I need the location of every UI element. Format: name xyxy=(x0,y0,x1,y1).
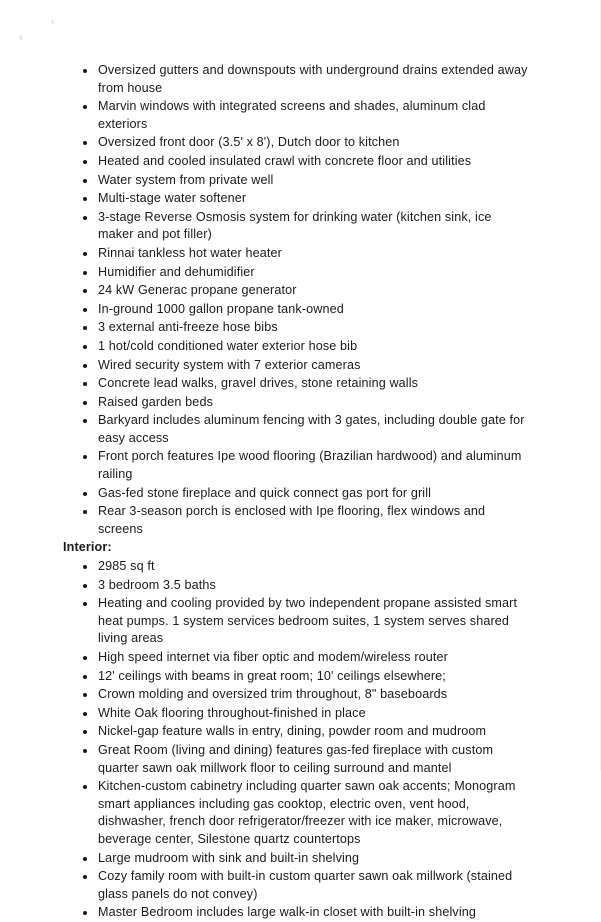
exterior-feature-item: Multi-stage water softener xyxy=(62,190,528,208)
exterior-feature-item: Concrete lead walks, gravel drives, stone retaining walls xyxy=(62,375,528,393)
interior-feature-item: 12' ceilings with beams in great room; 10' ceilings elsewhere; xyxy=(62,668,528,686)
exterior-feature-item: In-ground 1000 gallon propane tank-owned xyxy=(62,301,528,319)
interior-section-heading: Interior: xyxy=(63,540,112,555)
exterior-feature-item: Water system from private well xyxy=(62,172,528,190)
exterior-feature-item: Barkyard includes aluminum fencing with 3 gates, including double gate for easy access xyxy=(62,412,528,447)
interior-features-list xyxy=(62,558,539,922)
exterior-feature-item: Oversized gutters and downspouts with underground drains extended away from house xyxy=(62,62,528,97)
interior-feature-item: Cozy family room with built-in custom quarter sawn oak millwork (stained glass panels do not convey) xyxy=(62,868,528,903)
exterior-feature-item: Front porch features Ipe wood flooring (Brazilian hardwood) and aluminum railing xyxy=(62,448,528,483)
interior-feature-item: Large mudroom with sink and built-in shelving xyxy=(62,850,528,868)
exterior-feature-item: 24 kW Generac propane generator xyxy=(62,282,528,300)
interior-feature-item: White Oak flooring throughout-finished in place xyxy=(62,705,528,723)
exterior-feature-item: Rinnai tankless hot water heater xyxy=(62,245,528,263)
exterior-feature-item: Raised garden beds xyxy=(62,394,528,412)
exterior-feature-item: 3-stage Reverse Osmosis system for drinking water (kitchen sink, ice maker and pot filler) xyxy=(62,209,528,244)
exterior-feature-item: 1 hot/cold conditioned water exterior hose bib xyxy=(62,338,528,356)
exterior-feature-item: 3 external anti-freeze hose bibs xyxy=(62,319,528,337)
exterior-feature-item: Oversized front door (3.5' x 8'), Dutch door to kitchen xyxy=(62,134,528,152)
interior-feature-item: Kitchen-custom cabinetry including quarter sawn oak accents; Monogram smart appliances including gas cooktop, electric oven, vent hood, dishwasher, french door refrigerator/freezer with ice maker, microwave, beverage center, Silestone quartz countertops xyxy=(62,778,528,848)
interior-feature-item: 2985 sq ft xyxy=(62,558,528,576)
exterior-feature-item: Humidifier and dehumidifier xyxy=(62,264,528,282)
exterior-feature-item: Marvin windows with integrated screens and shades, aluminum clad exteriors xyxy=(62,98,528,133)
interior-feature-item: Master Bedroom includes large walk-in closet with built-in shelving xyxy=(62,904,528,922)
interior-feature-item: High speed internet via fiber optic and modem/wireless router xyxy=(62,649,528,667)
exterior-feature-item: Rear 3-season porch is enclosed with Ipe flooring, flex windows and screens xyxy=(62,503,528,538)
interior-feature-item: Crown molding and oversized trim throughout, 8" baseboards xyxy=(62,686,528,704)
exterior-feature-item: Heated and cooled insulated crawl with concrete floor and utilities xyxy=(62,153,528,171)
exterior-feature-item: Wired security system with 7 exterior cameras xyxy=(62,357,528,375)
interior-feature-item: Great Room (living and dining) features gas-fed fireplace with custom quarter sawn oak millwork floor to ceiling surround and mantel xyxy=(62,742,528,777)
interior-feature-item: Heating and cooling provided by two independent propane assisted smart heat pumps. 1 system services bedroom suites, 1 system serves shared living areas xyxy=(62,595,528,648)
exterior-features-list xyxy=(62,62,539,538)
interior-feature-item: Nickel-gap feature walls in entry, dining, powder room and mudroom xyxy=(62,723,528,741)
interior-feature-item: 3 bedroom 3.5 baths xyxy=(62,577,528,595)
exterior-feature-item: Gas-fed stone fireplace and quick connect gas port for grill xyxy=(62,485,528,503)
